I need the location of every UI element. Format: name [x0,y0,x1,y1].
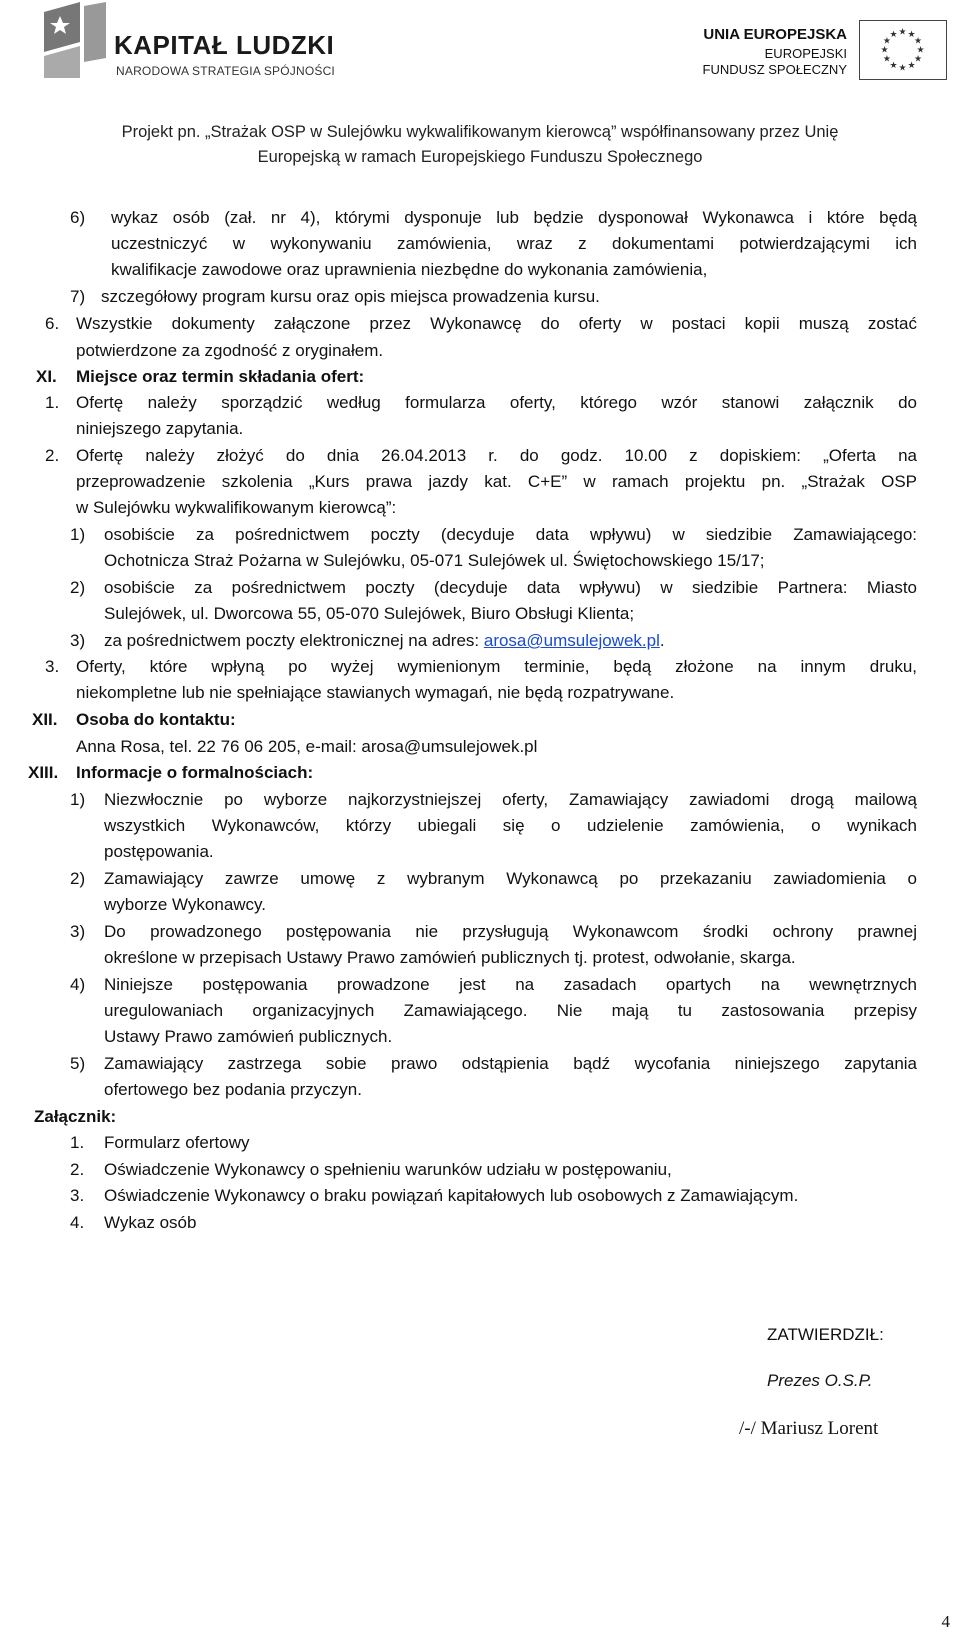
svg-text:★: ★ [907,61,916,72]
attachment-4-text: Wykaz osób [104,1213,197,1232]
section-13-number: XIII. [28,763,59,782]
item-6-line-1: wykaz osób (zał. nr 4), którymi dysponuje lub będzie dysponował Wykonawca i które będą [111,208,917,227]
item-6-line-2: uczestniczyć w wykonywaniu zamówienia, wraz z dokumentami potwierdzającymi ich [111,234,917,253]
section-13-5-line-2: ofertowego bez podania przyczyn. [104,1080,362,1099]
point-6-line-1: Wszystkie dokumenty załączone przez Wykonawcę do oferty w postaci kopii muszą zostać [76,314,917,333]
svg-text:★: ★ [916,45,925,56]
kapital-ludzki-title: KAPITAŁ LUDZKI [114,30,335,60]
section-13-4-line-1: Niniejsze postępowania prowadzone jest na zasadach opartych na wewnętrznych [104,975,917,994]
section-11-2-sub2-number: 2) [70,578,86,597]
svg-text:★: ★ [898,63,907,74]
section-13-4-number: 4) [70,975,86,994]
section-13-4-line-3: Ustawy Prawo zamówień publicznych. [104,1027,393,1046]
section-11-2-line-1: Ofertę należy złożyć do dnia 26.04.2013 r. do godz. 10.00 z dopiskiem: „Oferta na [76,446,917,465]
svg-text:★: ★ [882,54,891,65]
section-11-2-sub2-line-2: Sulejówek, ul. Dworcowa 55, 05-070 Sulejówek, Biuro Obsługi Klienta; [104,604,635,623]
section-11-number: XI. [36,367,57,386]
section-13-1-line-2: wszystkich Wykonawców, którzy ubiegali się o udzielenie zamówienia, o wynikach [104,816,917,835]
section-12-number: XII. [32,710,58,729]
section-11-2-sub3-end: . [659,631,665,650]
section-13-title: Informacje o formalnościach: [76,763,314,782]
section-11-2-line-3: w Sulejówku wykwalifikowanym kierowcą”: [76,498,397,517]
section-11-title: Miejsce oraz termin składania ofert: [76,367,365,386]
section-11-2-number: 2. [45,446,60,465]
section-13-3-line-1: Do prowadzonego postępowania nie przysługują Wykonawcom środki ochrony prawnej [104,922,917,941]
section-11-2-line-2: przeprowadzenie szkolenia „Kurs prawa jazdy kat. C+E” w ramach projektu pn. „Strażak OSP [76,472,917,491]
project-line-2: Europejską w ramach Europejskiego Funduszu Społecznego [257,148,703,166]
section-13-5-number: 5) [70,1054,86,1073]
project-line-1: Projekt pn. „Strażak OSP w Sulejówku wykwalifikowanym kierowcą” współfinansowany przez Unię [121,123,839,141]
item-7-line-1: szczegółowy program kursu oraz opis miejsca prowadzenia kursu. [101,287,600,306]
svg-text:★: ★ [907,29,916,40]
section-11-3-number: 3. [45,657,60,676]
svg-text:★: ★ [914,54,923,65]
eu-logo-line3: FUNDUSZ SPOŁECZNY [702,62,847,77]
svg-text:★: ★ [898,27,907,38]
section-11-2-sub3-line [104,628,665,654]
section-12-title: Osoba do kontaktu: [76,710,236,729]
eu-logo-line1: UNIA EUROPEJSKA [703,26,847,43]
section-11-2-sub1-line-2: Ochotnicza Straż Pożarna w Sulejówku, 05-071 Sulejówek ul. Świętochowskiego 15/17; [104,551,765,570]
section-13-2-line-2: wyborze Wykonawcy. [104,895,267,914]
section-13-4-line-2: uregulowaniach organizacyjnych Zamawiającego. Nie mają tu zastosowania przepisy [104,1001,917,1020]
section-13-3-number: 3) [70,922,86,941]
eu-logo-line2: EUROPEJSKI [764,46,847,61]
section-11-3-line-1: Oferty, które wpłyną po wyżej wymienionym terminie, będą złożone na innym druku, [76,657,917,676]
section-11-2-sub2-line-1: osobiście za pośrednictwem poczty (decyduje data wpływu) w siedzibie Partnera: Miasto [104,578,917,597]
section-11-3-line-2: niekompletne lub nie spełniające stawianych wymagań, nie będą rozpatrywane. [76,683,675,702]
svg-text:★: ★ [889,29,898,40]
attachment-1-text: Formularz ofertowy [104,1133,250,1152]
section-11-1-line-1: Ofertę należy sporządzić według formularza oferty, którego wzór stanowi załącznik do [76,393,917,412]
svg-text:★: ★ [889,61,898,72]
attachment-3-number: 3. [70,1186,85,1205]
approved-label: ZATWIERDZIŁ: [767,1325,884,1344]
section-13-2-number: 2) [70,869,86,888]
section-13-1-line-3: postępowania. [104,842,214,861]
attachments-title: Załącznik: [34,1107,117,1126]
section-11-2-sub3-text: za pośrednictwem poczty elektronicznej na adres: [104,631,484,650]
svg-text:★: ★ [882,36,891,47]
section-13-1-line-1: Niezwłocznie po wyborze najkorzystniejszej oferty, Zamawiający zawiadomi drogą mailową [104,790,917,809]
attachment-2-number: 2. [70,1160,85,1179]
section-11-2-sub3-number: 3) [70,631,86,650]
section-12-contact: Anna Rosa, tel. 22 76 06 205, e-mail: arosa@umsulejowek.pl [76,737,538,756]
section-11-1-line-2: niniejszego zapytania. [76,419,244,438]
kapital-ludzki-subtitle: NARODOWA STRATEGIA SPÓJNOŚCI [116,64,335,78]
point-6-line-2: potwierdzone za zgodność z oryginałem. [76,341,384,360]
approver-role: Prezes O.S.P. [767,1371,873,1390]
item-7-number: 7) [70,287,86,306]
section-13-2-line-1: Zamawiający zawrze umowę z wybranym Wykonawcą po przekazaniu zawiadomienia o [104,869,917,888]
section-13-5-line-1: Zamawiający zastrzega sobie prawo odstąpienia bądź wycofania niniejszego zapytania [104,1054,917,1073]
svg-text:★: ★ [914,36,923,47]
svg-text:★: ★ [880,45,889,56]
item-6-line-3: kwalifikacje zawodowe oraz uprawnienia niezbędne do wykonania zamówienia, [111,260,708,279]
email-link[interactable]: arosa@umsulejowek.pl [483,631,660,650]
section-11-1-number: 1. [45,393,60,412]
page-number: 4 [941,1612,950,1631]
attachment-1-number: 1. [70,1133,85,1152]
section-11-2-sub1-number: 1) [70,525,86,544]
attachment-2-text: Oświadczenie Wykonawcy o spełnieniu warunków udziału w postępowaniu, [104,1160,672,1179]
attachment-4-number: 4. [70,1213,85,1232]
section-13-3-line-2: określone w przepisach Ustawy Prawo zamówień publicznych tj. protest, odwołanie, skarga. [104,948,796,967]
section-13-1-number: 1) [70,790,86,809]
point-6-number: 6. [45,314,60,333]
signature: /-/ Mariusz Lorent [739,1418,879,1439]
item-6-number: 6) [70,208,86,227]
section-11-2-sub1-line-1: osobiście za pośrednictwem poczty (decyduje data wpływu) w siedzibie Zamawiającego: [104,525,917,544]
attachment-3-text: Oświadczenie Wykonawcy o braku powiązań kapitałowych lub osobowych z Zamawiającym. [104,1186,799,1205]
